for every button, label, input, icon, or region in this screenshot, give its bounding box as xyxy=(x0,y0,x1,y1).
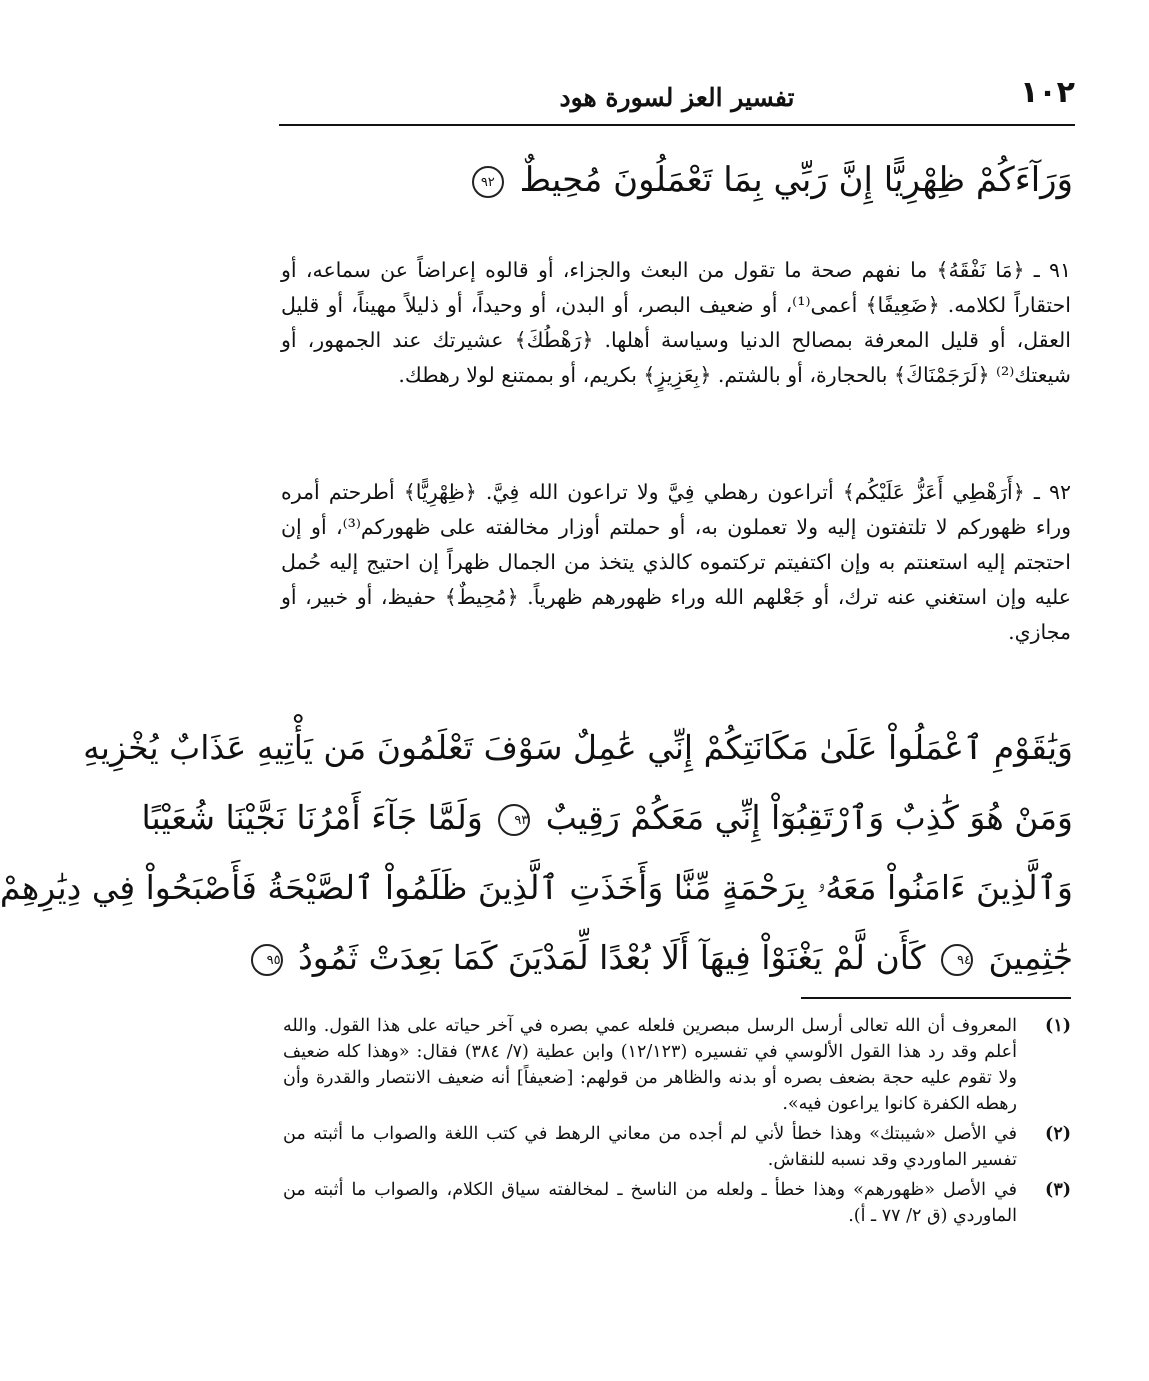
footnote-text: في الأصل «ظهورهم» وهذا خطأ ـ ولعله من الناسخ ـ لمخالفته سياق الكلام، والصواب ما أثبته من الماوردي (ق ٢/ ٧٧ ـ أ). xyxy=(283,1180,1017,1226)
footnote-text: في الأصل «شيبتك» وهذا خطأ لأني لم أجده من معاني الرهط في كتب اللغة والصواب ما أثبته من تفسير الماوردي وقد نسبه للنقاش. xyxy=(283,1124,1017,1170)
quran-line-2 xyxy=(141,794,1073,842)
commentary-paragraph-91: ٩١ ـ ﴿مَا نَفْقَهُ﴾ ما نفهم صحة ما تقول من البعث والجزاء، أو قالوه إعراضاً عن سماعه، أو احتقاراً لكلامه. ﴿ضَعِيفًا﴾ أعمى⁽¹⁾، أو ضعيف البصر، أو البدن، أو وحيداً، أو ذليلاً مهيناً، أو قليل العقل، أو قليل المعرفة بمصالح الدنيا وسياسة أهلها. ﴿رَهْطُكَ﴾ عشيرتك عند الجمهور، أو شيعتك⁽²⁾ ﴿لَرَجَمْنَاكَ﴾ بالحجارة، أو بالشتم. ﴿بِعَزِيزٍ﴾ بكريم، أو بممتنع لولا رهطك. xyxy=(281,257,1071,387)
footnote-2 xyxy=(283,1121,1071,1173)
footnote-text: المعروف أن الله تعالى أرسل الرسل مبصرين فلعله عمي بصره في آخر حياته على هذا القول. والله أعلم وقد رد هذا القول الألوسي في تفسيره (١٢/١٢٣) وابن عطية (٧/ ٣٨٤) فقال: «وهذا كله ضعيف ولا تقوم عليه حجة بضعف بصره أو بدنه والظاهر من قولهم: [ضعيفاً] أنه ضعيف الانتصار والقدرة وأن رهطه الكفرة كانوا يراعون فيه». xyxy=(283,1016,1017,1114)
quran-line-1: وَيَٰقَوْمِ ٱعْمَلُواْ عَلَىٰ مَكَانَتِكُمْ إِنِّي عَٰمِلٌ سَوْفَ تَعْلَمُونَ مَن يَأْتِيهِ عَذَابٌ يُخْزِيهِ xyxy=(83,728,1073,767)
ayah-number-92-marker: ٩٢ xyxy=(472,166,504,198)
commentary-paragraph-92: ٩٢ ـ ﴿أَرَهْطِي أَعَزُّ عَلَيْكُم﴾ أتراعون رهطي فِيَّ ولا تراعون الله فِيَّ. ﴿ظِهْرِيًّا﴾ أطرحتم أمره وراء ظهوركم لا تلتفتون إليه ولا تعملون به، أو حملتم أوزار مخالفته على ظهوركم⁽³⁾، أو إن احتجتم إليه استعنتم به وإن اكتفيتم تركتموه كالذي يتخذ من الجمال ظهراً إن احتيج إليه حُمل عليه وإن استغني عنه ترك، أو جَعْلهم الله وراء ظهورهم ظهرياً. ﴿مُحِيطٌ﴾ حفيظ، أو خبير، أو مجازي. xyxy=(281,479,1072,644)
footnote-1 xyxy=(283,1013,1071,1117)
quran-line-2-after-ayah: وَلَمَّا جَآءَ أَمْرُنَا نَجَّيْنَا شُعَيْبًا xyxy=(141,798,483,837)
top-quran-verse-text: وَرَآءَكُمْ ظِهْرِيًّا إِنَّ رَبِّي بِمَا تَعْمَلُونَ مُحِيطٌ xyxy=(519,160,1073,200)
quran-line-4-middle: كَأَن لَّمْ يَغْنَوْاْ فِيهَآ أَلَا بُعْدًا لِّمَدْيَنَ كَمَا بَعِدَتْ ثَمُودُ xyxy=(298,938,926,977)
footnote-number: (٢) xyxy=(1045,1124,1071,1144)
quran-verse-block xyxy=(0,708,1073,982)
footnote-3 xyxy=(283,1177,1071,1229)
quran-line-4 xyxy=(266,934,1073,982)
ayah-number-95-marker: ٩٥ xyxy=(251,944,283,976)
footnote-number: (٣) xyxy=(1045,1180,1071,1200)
page-number: ١٠٢ xyxy=(1020,75,1075,110)
running-title: تفسير العز لسورة هود xyxy=(559,83,795,112)
quran-line-3: وَٱلَّذِينَ ءَامَنُواْ مَعَهُۥ بِرَحْمَةٍ مِّنَّا وَأَخَذَتِ ٱلَّذِينَ ظَلَمُواْ ٱلصَّيْحَةُ فَأَصْبَحُواْ فِي دِيَٰرِهِمْ xyxy=(0,868,1073,907)
quran-line-2-before-ayah: وَمَنْ هُوَ كَٰذِبٌ وَٱرْتَقِبُوٓاْ إِنِّي مَعَكُمْ رَقِيبٌ xyxy=(545,798,1073,837)
quran-line-4-before-ayah: جَٰثِمِينَ xyxy=(988,938,1073,977)
ayah-number-94-marker: ٩٤ xyxy=(941,944,973,976)
top-quran-verse xyxy=(277,156,1073,204)
page-header xyxy=(279,72,1075,126)
footnote-number: (١) xyxy=(1045,1016,1071,1036)
footnote-separator xyxy=(801,997,1071,999)
ayah-number-93-marker: ٩٣ xyxy=(498,804,530,836)
footnotes xyxy=(283,1013,1071,1233)
